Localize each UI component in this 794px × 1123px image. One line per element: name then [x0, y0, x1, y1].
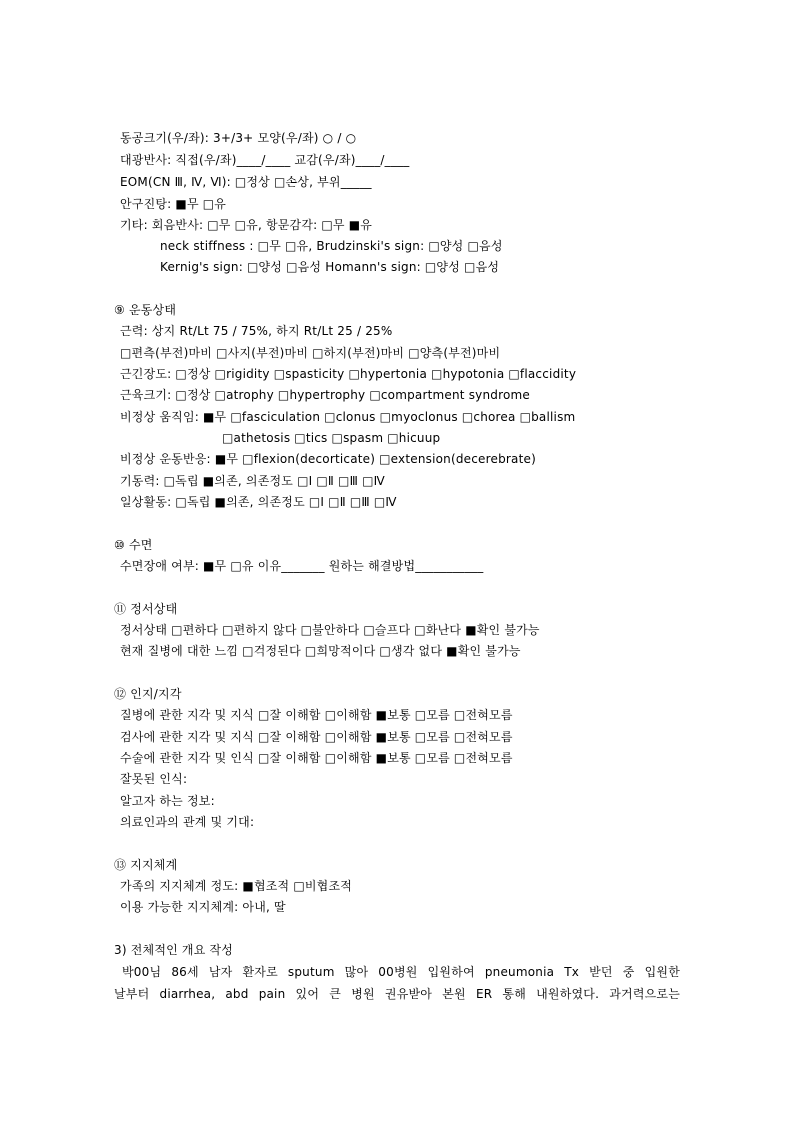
illness-feeling-line: 현재 질병에 대한 느낌 □걱정된다 □희망적이다 □생각 없다 ■확인 불가능: [120, 644, 521, 658]
misconception-line: 잘못된 인식:: [120, 772, 188, 786]
sleep-disorder-line: 수면장애 여부: ■무 □유 이유_______ 원하는 해결방법___________: [120, 559, 484, 573]
mobility-line: 기동력: □독립 ■의존, 의존정도 □Ⅰ □Ⅱ □Ⅲ □Ⅳ: [120, 474, 385, 488]
pupil-size-line: 동공크기(우/좌): 3+/3+ 모양(우/좌) ○ / ○: [120, 131, 357, 145]
family-support-line: 가족의 지지체계 정도: ■협조적 □비협조적: [120, 879, 353, 893]
section-sleep-heading: ⑩ 수면: [114, 538, 153, 552]
eom-line: EOM(CN Ⅲ, Ⅳ, Ⅵ): □정상 □손상, 부위_____: [120, 175, 372, 189]
daily-activity-line: 일상활동: □독립 ■의존, 의존정도 □Ⅰ □Ⅱ □Ⅲ □Ⅳ: [120, 495, 397, 509]
disease-knowledge-line: 질병에 관한 지각 및 지식 □잘 이해함 □이해함 ■보통 □모름 □전혀모름: [120, 708, 513, 722]
section-support-heading: ⑬ 지지체계: [114, 858, 178, 872]
overview-heading: 3) 전체적인 개요 작성: [114, 943, 234, 957]
muscle-strength-line: 근력: 상지 Rt/Lt 75 / 75%, 하지 Rt/Lt 25 / 25%: [120, 324, 393, 338]
abnormal-movement-line: 비정상 움직임: ■무 □fasciculation □clonus □myoclonus □chorea □ballism: [120, 410, 576, 424]
other-reflex-line: 기타: 회음반사: □무 □유, 항문감각: □무 ■유: [120, 218, 373, 232]
abnormal-motor-response-line: 비정상 운동반응: ■무 □flexion(decorticate) □extension(decerebrate): [120, 452, 536, 466]
available-support-line: 이용 가능한 지지체계: 아내, 딸: [120, 900, 286, 914]
surgery-knowledge-line: 수술에 관한 지각 및 인식 □잘 이해함 □이해함 ■보통 □모름 □전혀모름: [120, 751, 513, 765]
muscle-size-line: 근육크기: □정상 □atrophy □hypertrophy □compartment syndrome: [120, 388, 530, 402]
section-emotion-heading: ⑪ 정서상태: [114, 602, 178, 616]
overview-paragraph-line-1: 박00님 86세 남자 환자로 sputum 많아 00병원 입원하여 pneumonia Tx 받던 중 입원한: [122, 965, 680, 979]
light-reflex-line: 대광반사: 직접(우/좌)____/____ 교감(우/좌)____/____: [120, 153, 410, 167]
nystagmus-line: 안구진탕: ■무 □유: [120, 197, 227, 211]
kernig-sign-line: Kernig's sign: □양성 □음성 Homann's sign: □양성 □음성: [160, 260, 500, 274]
neck-stiffness-line: neck stiffness : □무 □유, Brudzinski's sign: □양성 □음성: [160, 239, 503, 253]
abnormal-movement-line-2: □athetosis □tics □spasm □hicuup: [222, 431, 441, 445]
paralysis-line: □편측(부전)마비 □사지(부전)마비 □하지(부전)마비 □양측(부전)마비: [120, 346, 501, 360]
section-motor-heading: ⑨ 운동상태: [114, 303, 177, 317]
emotion-state-line: 정서상태 □편하다 □편하지 않다 □불안하다 □슬프다 □화난다 ■확인 불가능: [120, 623, 540, 637]
muscle-tone-line: 근긴장도: □정상 □rigidity □spasticity □hypertonia □hypotonia □flaccidity: [120, 367, 577, 381]
test-knowledge-line: 검사에 관한 지각 및 지식 □잘 이해함 □이해함 ■보통 □모름 □전혀모름: [120, 730, 513, 744]
desired-info-line: 알고자 하는 정보:: [120, 794, 215, 808]
medical-relation-line: 의료인과의 관계 및 기대:: [120, 815, 255, 829]
overview-paragraph-line-2: 날부터 diarrhea, abd pain 있어 큰 병원 권유받아 본원 ER 통해 내원하였다. 과거력으로는: [114, 987, 680, 1001]
section-cognition-heading: ⑫ 인지/지각: [114, 687, 182, 701]
